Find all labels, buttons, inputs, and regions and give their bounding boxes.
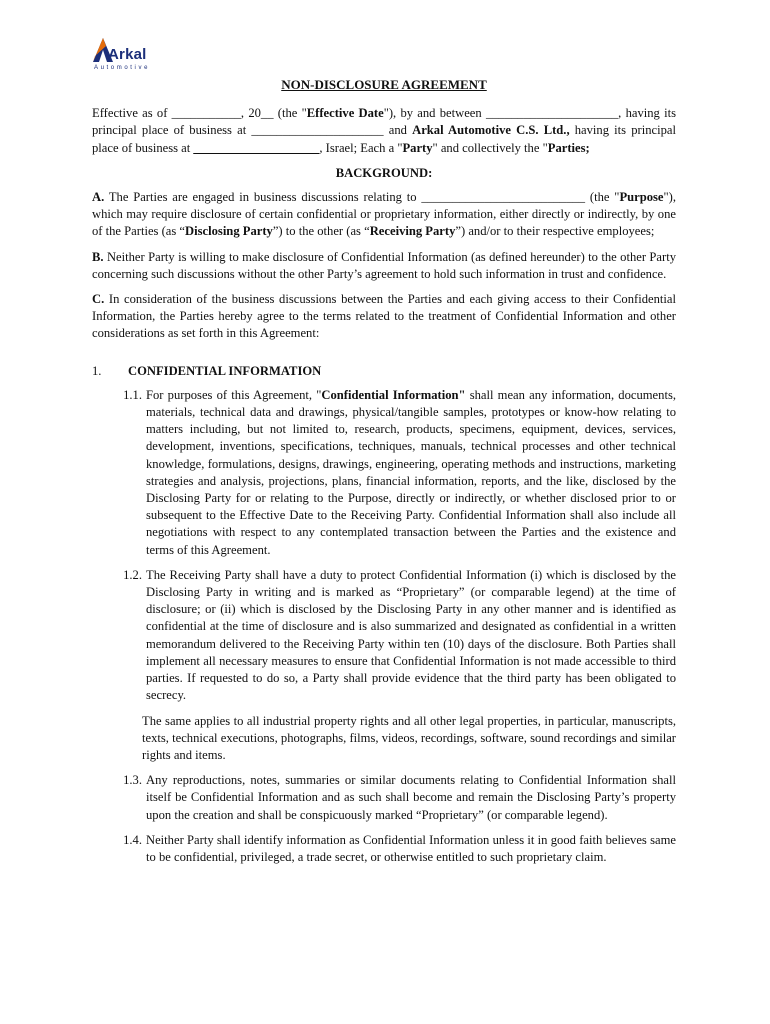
section-number: 1. xyxy=(92,363,102,378)
para-text: In consideration of the business discussions between the Parties and each giving access to their Confidential Information, the Parties hereby agree to the terms related to the treatment of Confidential Information and other considerations as set forth in this Agreement: xyxy=(92,292,676,341)
intro-text: "), by and between _____________________, having its principal place of business at _____________________ and xyxy=(92,106,676,138)
company-logo xyxy=(92,36,162,74)
parties-term: Parties; xyxy=(547,140,590,155)
clause-1-3 xyxy=(92,772,676,824)
address-blank: ____________________ xyxy=(193,140,320,155)
para-text: "), which may require disclosure of certain confidential or proprietary information, either directly or indirectly, by one of the Parties (as “ xyxy=(92,190,676,239)
logo-subtitle: Automotive xyxy=(94,65,151,71)
para-text: ”) and/or to their respective employees; xyxy=(455,224,655,239)
clause-text: shall mean any information, documents, materials, technical data and drawings, physical/tangible samples, prototypes or know-how relating to matters including, but not limited to, research, products, specimens, equipment, devices, services, development, inventions, specifications, techniques, manuals, technical processes and other technical knowledge, formulations, designs, drawings, engineering, operating methods and instructions, marketing strategies and analysis, projections, plans, financial information, reports, and the like, disclosed by the Disclosing Party for or relating to the Purpose, directly or indirectly, or whether disclosed prior to or subsequent to the Effective Date to the Receiving Party. Confidential Information shall also include all negotiations with respect to any contemplated transaction between the Parties and the existence and terms of this Agreement. xyxy=(146,387,676,557)
intro-text: Effective as of ___________, 20__ (the " xyxy=(92,106,307,121)
background-para-c xyxy=(92,291,676,343)
para-label: A. xyxy=(92,190,105,205)
section-title: CONFIDENTIAL INFORMATION xyxy=(128,363,322,378)
party-term: Party xyxy=(402,140,433,155)
clause-body: The Receiving Party shall have a duty to protect Confidential Information (i) which is disclosed by the Disclosing Party in writing and is marked as “Proprietary” (or comparable legend) at the time of disclosure; or (ii) which is disclosed by the Disclosing Party in any other manner and is identified as confidential at the time of disclosure and is also summarized and designated as confidential in a written memorandum delivered to the Receiving Party within ten (10) days of the disclosure. Both Parties shall implement all necessary measures to ensure that Confidential Information is not made accessible to third parties. If requested to do so, a Party shall provide evidence that the third party has been obligated to secrecy. xyxy=(146,567,676,703)
para-label: C. xyxy=(92,292,105,307)
background-para-b xyxy=(92,249,676,283)
purpose-term: Purpose xyxy=(619,190,664,205)
intro-paragraph xyxy=(92,105,676,157)
background-para-a xyxy=(92,189,676,241)
para-text: ”) to the other (as “ xyxy=(272,224,370,239)
clause-body: Neither Party shall identify information as Confidential Information unless it in good faith believes same to be confidential, privileged, a trade secret, or otherwise entitled to such proprietary claim. xyxy=(146,832,676,864)
clause-number: 1.1. xyxy=(123,387,142,402)
para-text: Neither Party is willing to make disclosure of Confidential Information (as defined hereunder) to the other Party concerning such discussions without the other Party’s agreement to hold such information in trust and confidence. xyxy=(92,249,676,281)
effective-date-term: Effective Date xyxy=(306,106,384,121)
clause-1-2-continuation: The same applies to all industrial property rights and all other legal properties, in particular, manuscripts, texts, technical executions, photographs, films, videos, recordings, software, sound recordings and similar rights and items. xyxy=(142,713,676,762)
clause-1-2 xyxy=(92,567,676,705)
company-name: Arkal Automotive C.S. Ltd., xyxy=(412,123,570,138)
clause-number: 1.3. xyxy=(123,773,142,788)
clause-body: Any reproductions, notes, summaries or similar documents relating to Confidential Information shall itself be Confidential Information and as such shall become and remain the Disclosing Party’s property upon the creation and shall be conspicuously marked “Proprietary” (or comparable legend). xyxy=(146,773,676,822)
clause-number: 1.2. xyxy=(123,567,142,582)
clause-1-1 xyxy=(92,387,676,559)
intro-text: " and collectively the " xyxy=(432,140,548,155)
intro-text: having its principal place of business at xyxy=(92,123,676,155)
para-text: The Parties are engaged in business discussions relating to __________________________ (the " xyxy=(104,190,620,205)
document-body xyxy=(92,76,676,874)
disclosing-party-term: Disclosing Party xyxy=(185,224,273,239)
clause-1-4 xyxy=(92,832,676,866)
section-heading xyxy=(92,363,676,380)
intro-text: , Israel; Each a " xyxy=(319,140,403,155)
confidential-information-term: Confidential Information" xyxy=(321,387,466,402)
document-title: NON-DISCLOSURE AGREEMENT xyxy=(281,77,487,92)
logo-word: Arkal xyxy=(108,46,147,63)
clause-number: 1.4. xyxy=(123,832,142,847)
background-heading: BACKGROUND: xyxy=(335,165,433,180)
para-label: B. xyxy=(92,249,104,264)
clause-text: For purposes of this Agreement, " xyxy=(146,387,322,402)
receiving-party-term: Receiving Party xyxy=(369,224,456,239)
clause-body xyxy=(146,387,676,559)
